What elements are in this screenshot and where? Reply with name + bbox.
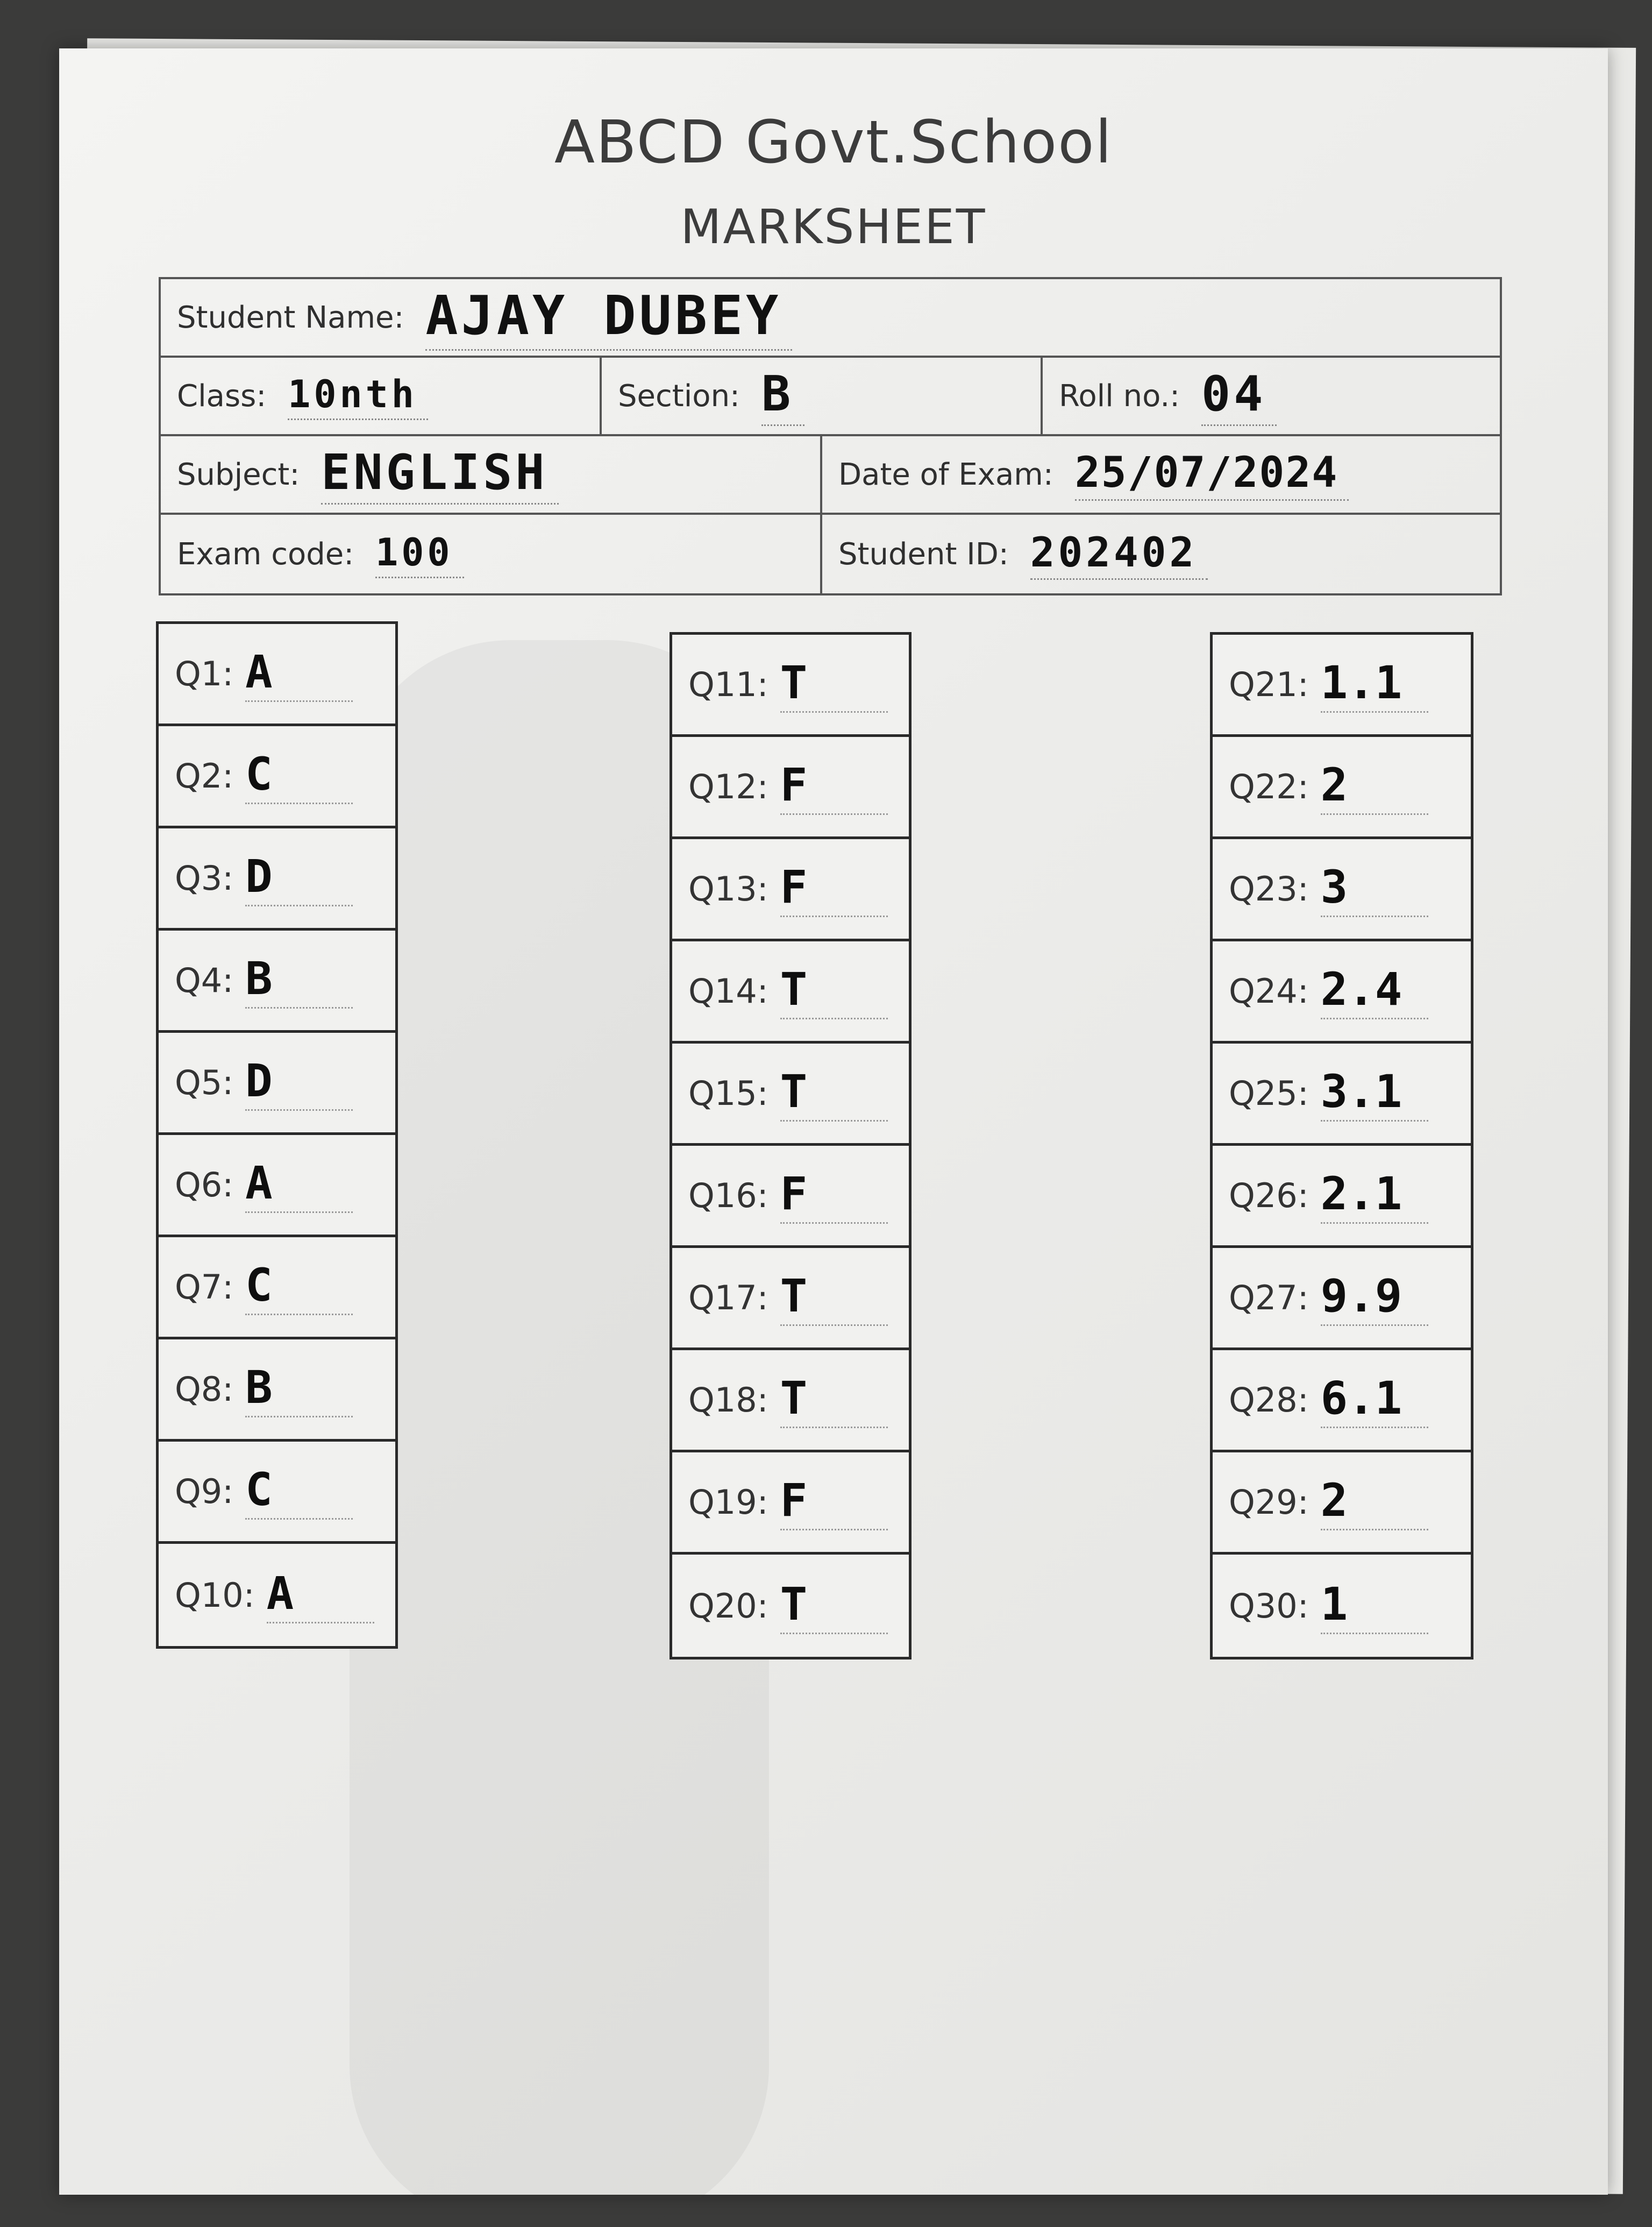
answer-cell (1213, 737, 1471, 839)
answer-value: D (245, 850, 353, 906)
student-info-table (159, 277, 1502, 595)
question-label: Q21: (1229, 665, 1309, 704)
answer-value: B (245, 952, 353, 1009)
question-label: Q13: (688, 869, 768, 909)
answer-value: T (780, 656, 888, 713)
question-label: Q14: (688, 971, 768, 1011)
answer-cell (672, 737, 909, 839)
question-label: Q9: (175, 1472, 234, 1511)
subject-label: Subject: (177, 457, 300, 492)
answer-cell (672, 1350, 909, 1452)
student-id-cell (822, 515, 1500, 593)
answer-cell (672, 1044, 909, 1146)
answer-value: C (245, 748, 353, 804)
question-label: Q27: (1229, 1278, 1309, 1317)
roll-value: 04 (1201, 366, 1277, 426)
question-label: Q2: (175, 756, 234, 796)
question-label: Q12: (688, 767, 768, 806)
answer-value: F (780, 1474, 888, 1530)
question-label: Q3: (175, 859, 234, 898)
question-label: Q17: (688, 1278, 768, 1317)
answer-value: T (780, 1578, 888, 1634)
answer-value: T (780, 1269, 888, 1326)
answer-cell (1213, 1248, 1471, 1350)
question-label: Q25: (1229, 1074, 1309, 1113)
answer-cell (672, 839, 909, 941)
answer-cell (672, 635, 909, 737)
answer-value: F (780, 758, 888, 815)
question-label: Q18: (688, 1380, 768, 1420)
answer-value: 2.4 (1321, 963, 1428, 1019)
info-row-class (161, 358, 1500, 436)
date-label: Date of Exam: (838, 457, 1053, 492)
subject-value: ENGLISH (321, 444, 558, 505)
answer-cell (1213, 941, 1471, 1044)
question-label: Q15: (688, 1074, 768, 1113)
answer-value: D (245, 1054, 353, 1111)
answer-value: 2 (1321, 758, 1428, 815)
subject-cell (161, 436, 822, 513)
question-label: Q8: (175, 1370, 234, 1409)
marksheet-paper (59, 48, 1608, 2195)
student-id-value: 202402 (1030, 528, 1208, 580)
info-row-subject (161, 436, 1500, 515)
answer-value: 3 (1321, 861, 1428, 917)
answer-value: A (267, 1567, 374, 1623)
exam-code-label: Exam code: (177, 536, 354, 572)
class-label: Class: (177, 378, 267, 414)
student-id-label: Student ID: (838, 536, 1009, 572)
answer-cell (672, 1555, 909, 1657)
question-label: Q16: (688, 1176, 768, 1215)
answers-column-1 (156, 621, 398, 1649)
answer-cell (159, 828, 395, 931)
answer-cell (159, 931, 395, 1033)
answer-value: 6.1 (1321, 1372, 1428, 1428)
question-label: Q10: (175, 1575, 255, 1615)
answer-cell (159, 1442, 395, 1544)
question-label: Q7: (175, 1267, 234, 1307)
question-label: Q11: (688, 665, 768, 704)
question-label: Q22: (1229, 767, 1309, 806)
info-row-code (161, 515, 1500, 593)
answer-value: 2.1 (1321, 1167, 1428, 1224)
name-cell (161, 279, 1500, 356)
answer-value: 2 (1321, 1474, 1428, 1530)
answer-cell (159, 1033, 395, 1135)
question-label: Q30: (1229, 1586, 1309, 1626)
answer-cell (672, 1146, 909, 1248)
answer-value: 9.9 (1321, 1269, 1428, 1326)
question-label: Q19: (688, 1483, 768, 1522)
roll-cell (1043, 358, 1500, 434)
answers-column-3 (1210, 632, 1473, 1659)
answer-value: F (780, 861, 888, 917)
document-title: MARKSHEET (680, 199, 987, 254)
section-label: Section: (618, 378, 740, 414)
answer-value: 1 (1321, 1578, 1428, 1634)
question-label: Q20: (688, 1586, 768, 1626)
info-row-name (161, 279, 1500, 358)
answer-cell (672, 1452, 909, 1555)
answer-value: T (780, 1372, 888, 1428)
answers-column-2 (670, 632, 912, 1659)
answer-cell (1213, 1555, 1471, 1657)
name-label: Student Name: (177, 300, 404, 335)
answer-value: T (780, 1065, 888, 1122)
answer-value: B (245, 1361, 353, 1417)
question-label: Q23: (1229, 869, 1309, 909)
answer-cell (1213, 1146, 1471, 1248)
question-label: Q1: (175, 654, 234, 693)
answer-value: 3.1 (1321, 1065, 1428, 1122)
answer-cell (1213, 1044, 1471, 1146)
question-label: Q4: (175, 961, 234, 1000)
roll-label: Roll no.: (1059, 378, 1180, 414)
exam-code-cell (161, 515, 822, 593)
exam-code-value: 100 (375, 530, 464, 578)
class-cell (161, 358, 602, 434)
answer-cell (159, 1544, 395, 1646)
school-name: ABCD Govt.School (554, 108, 1113, 176)
answer-value: 1.1 (1321, 656, 1428, 713)
answer-cell (159, 726, 395, 828)
question-label: Q29: (1229, 1483, 1309, 1522)
question-label: Q26: (1229, 1176, 1309, 1215)
answer-value: A (245, 1157, 353, 1213)
answer-value: C (245, 1259, 353, 1315)
exam-date-value: 25/07/2024 (1075, 449, 1349, 501)
answer-cell (1213, 1452, 1471, 1555)
question-label: Q24: (1229, 971, 1309, 1011)
answer-cell (672, 1248, 909, 1350)
question-label: Q28: (1229, 1380, 1309, 1420)
answer-cell (159, 1339, 395, 1442)
answer-cell (1213, 839, 1471, 941)
question-label: Q5: (175, 1063, 234, 1102)
answer-value: C (245, 1463, 353, 1520)
answer-cell (159, 1237, 395, 1339)
section-cell (602, 358, 1043, 434)
answer-cell (1213, 635, 1471, 737)
class-value: 10nth (288, 372, 428, 420)
student-name-value: AJAY DUBEY (425, 284, 792, 351)
question-label: Q6: (175, 1165, 234, 1204)
answer-value: F (780, 1167, 888, 1224)
section-value: B (761, 366, 804, 426)
answer-cell (159, 624, 395, 726)
date-cell (822, 436, 1500, 513)
answer-cell (1213, 1350, 1471, 1452)
answer-value: A (245, 646, 353, 702)
answer-value: T (780, 963, 888, 1019)
answer-cell (672, 941, 909, 1044)
answer-cell (159, 1135, 395, 1237)
